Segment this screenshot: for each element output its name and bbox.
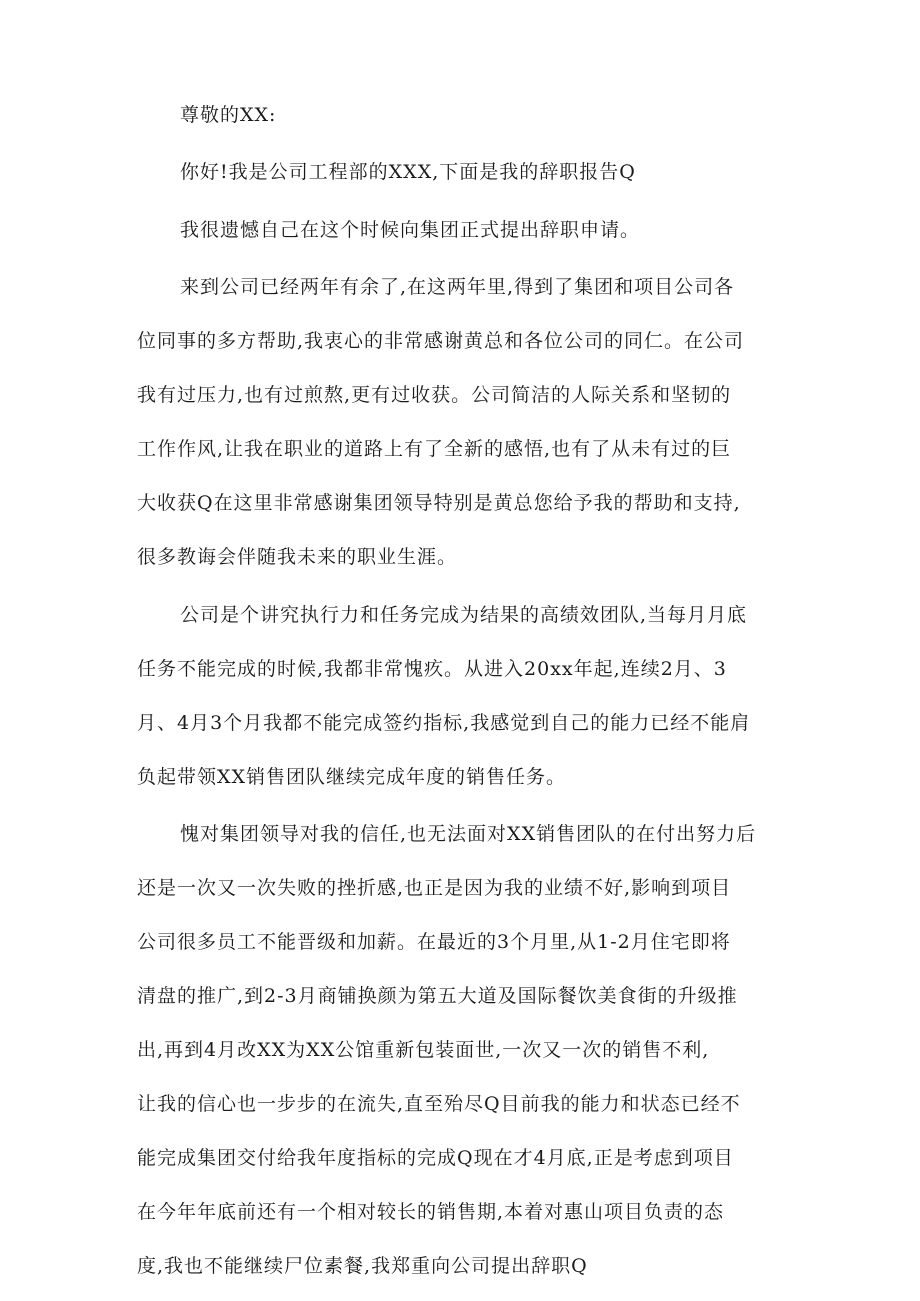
salutation: 尊敬的XX: [180, 104, 277, 126]
paragraph-line: 还是一次又一次失败的挫折感,也正是因为我的业绩不好,影响到项目 [137, 877, 732, 899]
paragraph-line: 公司是个讲究执行力和任务完成为结果的高绩效团队,当每月月底 [180, 604, 748, 626]
paragraph-line: 月、4月3个月我都不能完成签约指标,我感觉到自己的能力已经不能肩 [137, 712, 751, 734]
paragraph-line: 出,再到4月改XX为XX公馆重新包装面世,一次又一次的销售不利, [137, 1039, 710, 1061]
paragraph-line: 在今年年底前还有一个相对较长的销售期,本着对惠山项目负责的态 [137, 1201, 725, 1223]
paragraph-line: 公司很多员工不能晋级和加薪。在最近的3个月里,从1-2月住宅即将 [137, 931, 731, 953]
paragraph-line: 让我的信心也一步步的在流失,直至殆尽Q目前我的能力和状态已经不 [137, 1093, 741, 1115]
paragraph-line: 我很遗憾自己在这个时候向集团正式提出辞职申请。 [180, 219, 641, 241]
paragraph-line: 度,我也不能继续尸位素餐,我郑重向公司提出辞职Q [137, 1255, 588, 1277]
paragraph-line: 负起带领XX销售团队继续完成年度的销售任务。 [137, 766, 567, 788]
paragraph-line: 工作作风,让我在职业的道路上有了全新的感悟,也有了从未有过的巨 [137, 438, 732, 460]
paragraph-line: 任务不能完成的时候,我都非常愧疚。从进入20xx年起,连续2月、3 [137, 658, 727, 680]
paragraph-line: 愧对集团领导对我的信任,也无法面对XX销售团队的在付出努力后 [180, 823, 757, 845]
paragraph-line: 能完成集团交付给我年度指标的完成Q现在才4月底,正是考虑到项目 [137, 1147, 734, 1169]
paragraph-line: 我有过压力,也有过煎熬,更有过收获。公司简洁的人际关系和坚韧的 [137, 384, 732, 406]
paragraph-line: 清盘的推广,到2-3月商铺换颜为第五大道及国际餐饮美食街的升级推 [137, 985, 738, 1007]
paragraph-line: 来到公司已经两年有余了,在这两年里,得到了集团和项目公司各 [180, 276, 735, 298]
paragraph-line: 大收获Q在这里非常感谢集团领导特别是黄总您给予我的帮助和支持, [137, 492, 741, 514]
paragraph-line: 位同事的多方帮助,我衷心的非常感谢黄总和各位公司的同仁。在公司 [137, 330, 745, 352]
paragraph-line: 很多教诲会伴随我未来的职业生涯。 [137, 546, 458, 568]
greeting-line: 你好!我是公司工程部的XXX,下面是我的辞职报告Q [180, 161, 636, 183]
